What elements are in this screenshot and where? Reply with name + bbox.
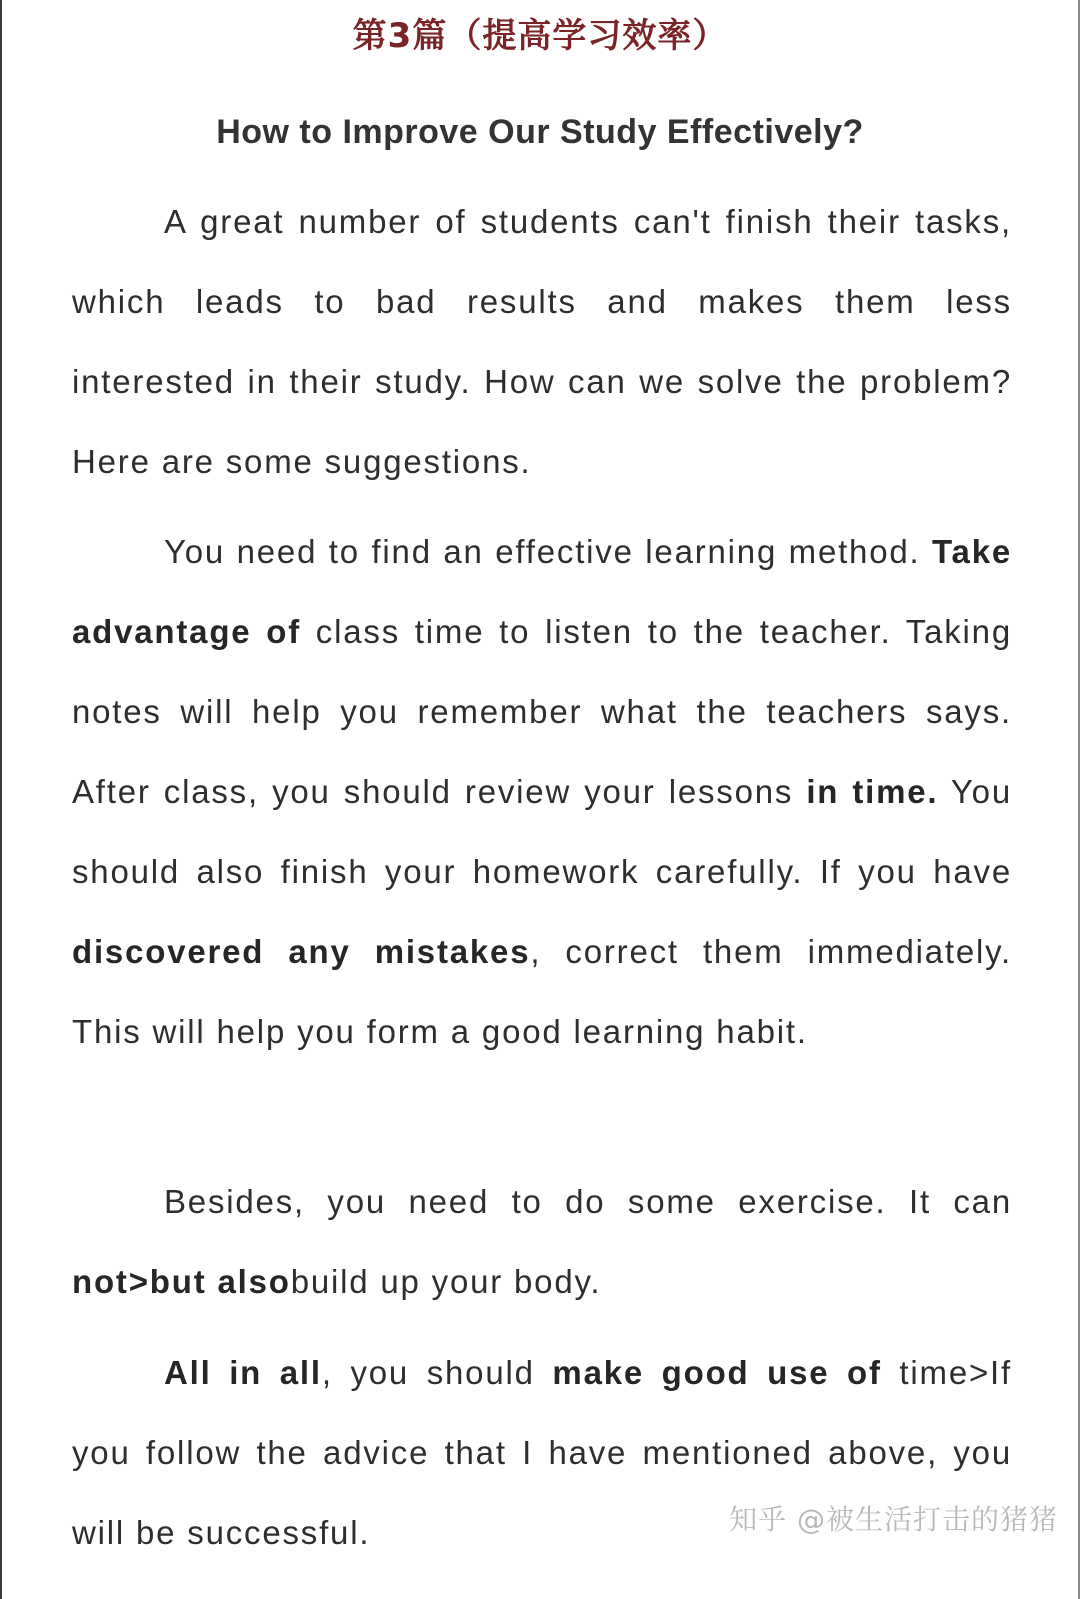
text-run: , you should	[321, 1354, 553, 1391]
bold-phrase: not>but also	[72, 1263, 291, 1300]
article-title: How to Improve Our Study Effectively?	[216, 113, 864, 151]
bold-phrase: make good use of	[552, 1354, 882, 1391]
text-run: , correct them immediately. This will help you form a good learning habit.	[72, 933, 1012, 1050]
text-run: Besides, you need to do some exercise. It can	[164, 1183, 1012, 1220]
text-run: class time to listen to the teacher. Taking notes will help you remember what the teachers says. After class, you should review your lessons	[72, 613, 1012, 810]
left-border	[0, 0, 2, 1599]
paragraph-intro	[72, 182, 1012, 502]
zhihu-watermark: 知乎 @被生活打击的猪猪	[729, 1503, 1058, 1536]
text-run: A great number of students can't finish their tasks, which leads to bad results and makes them less interested in their study. How can we solve the problem? Here are some suggestions.	[72, 203, 1012, 480]
paragraph-learning-method	[72, 512, 1012, 1072]
paragraph-exercise	[72, 1162, 1012, 1322]
text-run: You should also finish your homework carefully. If you have	[72, 773, 1012, 890]
bold-phrase: in time.	[806, 773, 939, 810]
text-run: time>If you follow the advice that I have mentioned above, you will be successful.	[72, 1354, 1012, 1551]
text-run: build up your body.	[290, 1263, 602, 1300]
text-run: You need to find an effective learning method.	[164, 533, 933, 570]
bold-phrase: All in all	[164, 1354, 322, 1391]
bold-phrase: discovered any mistakes	[72, 933, 531, 970]
chinese-section-heading: 第3篇（提高学习效率）	[352, 16, 728, 56]
bold-phrase: Take advantage of	[72, 533, 1012, 650]
